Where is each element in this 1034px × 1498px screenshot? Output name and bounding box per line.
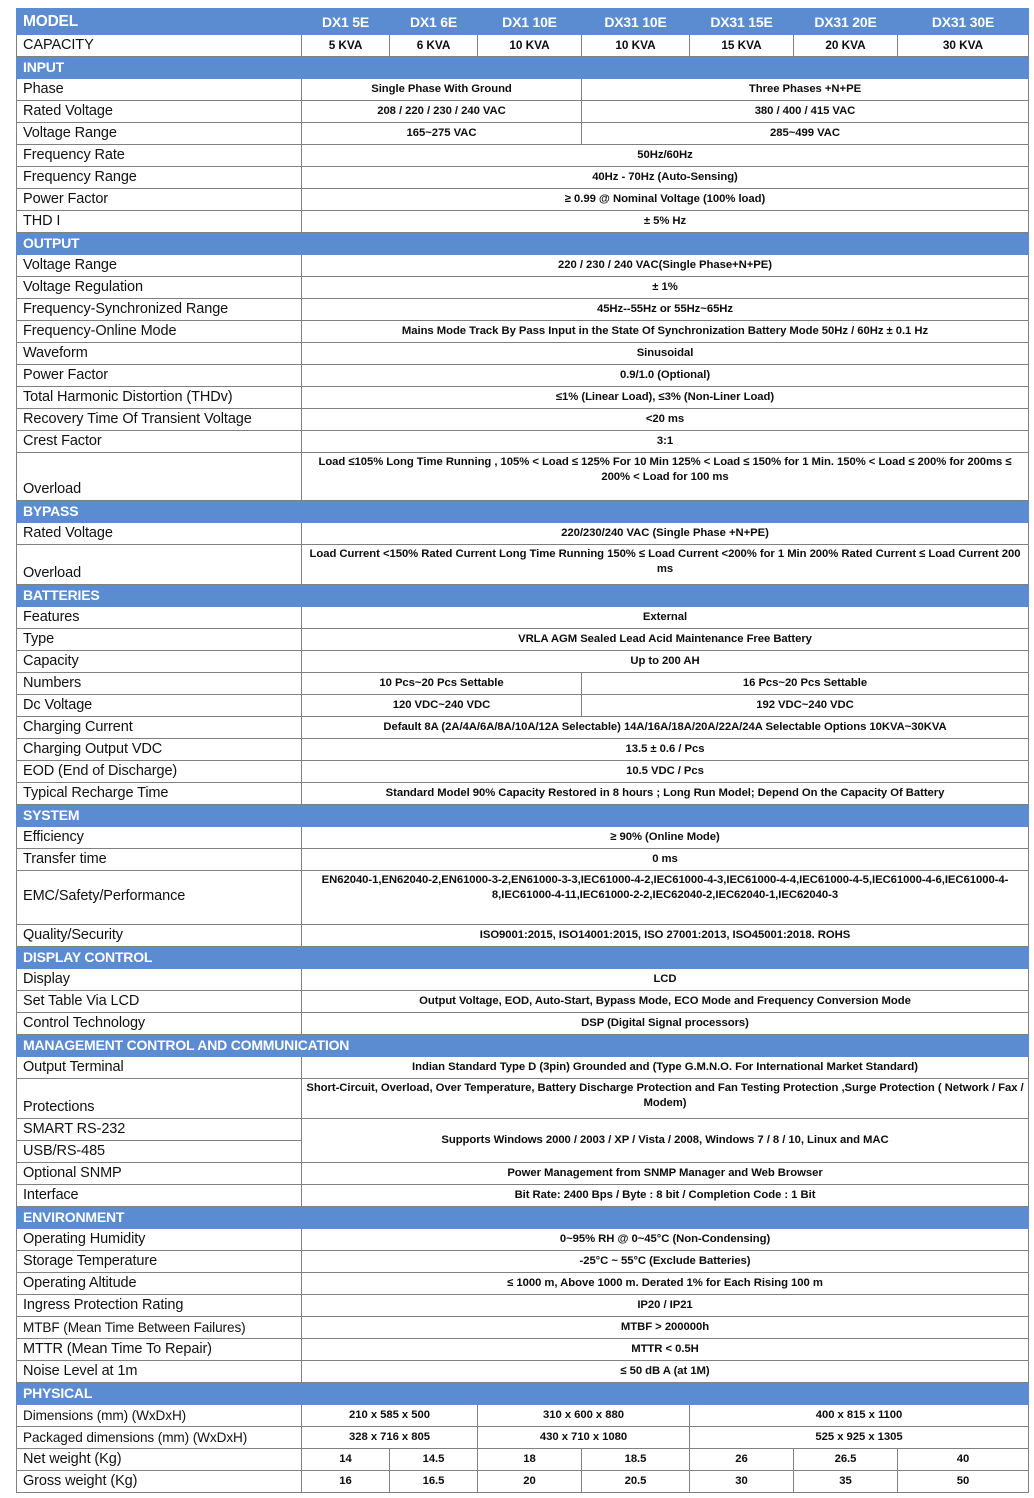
section-title-environment: ENVIRONMENT (17, 1207, 1029, 1229)
label-efficiency: Efficiency (17, 827, 302, 849)
label-battery-type: Type (17, 629, 302, 651)
label-charging-current: Charging Current (17, 717, 302, 739)
value-emc: EN62040-1,EN62040-2,EN61000-3-2,EN61000-3-3,IEC61000-4-2,IEC61000-4-3,IEC61000-4-4,IEC61000-4-5,IEC61000-4-6,IEC61000-4-8,IEC61000-4-11,IEC61000-2-2,IEC62040-2,IEC62040-1,IEC62040-3 (302, 871, 1029, 925)
row-input-rated-voltage (17, 101, 1029, 123)
row-dimensions (17, 1405, 1029, 1427)
value-battery-type: VRLA AGM Sealed Lead Acid Maintenance Free Battery (302, 629, 1029, 651)
row-eod (17, 761, 1029, 783)
label-freq-sync-range: Frequency-Synchronized Range (17, 299, 302, 321)
value-input-voltage-range-three: 285~499 VAC (582, 123, 1029, 145)
label-control-technology: Control Technology (17, 1013, 302, 1035)
label-quality-security: Quality/Security (17, 925, 302, 947)
value-efficiency: ≥ 90% (Online Mode) (302, 827, 1029, 849)
row-mtbf (17, 1317, 1029, 1339)
model-col-3: DX1 10E (478, 9, 582, 35)
ups-specification-table (16, 8, 1029, 1493)
row-charging-output-vdc (17, 739, 1029, 761)
value-dimensions-group-3: 400 x 815 x 1100 (690, 1405, 1029, 1427)
value-rated-voltage-three: 380 / 400 / 415 VAC (582, 101, 1029, 123)
net-weight-5: 26 (690, 1449, 794, 1471)
capacity-7: 30 KVA (898, 35, 1029, 57)
label-bypass-rated-voltage: Rated Voltage (17, 523, 302, 545)
label-bypass-overload: Overload (17, 545, 302, 585)
row-input-thd-i (17, 211, 1029, 233)
section-band-system (17, 805, 1029, 827)
value-transfer-time: 0 ms (302, 849, 1029, 871)
row-output-voltage-range (17, 255, 1029, 277)
row-output-voltage-regulation (17, 277, 1029, 299)
capacity-label: CAPACITY (17, 35, 302, 57)
row-output-thdv (17, 387, 1029, 409)
value-charging-output-vdc: 13.5 ± 0.6 / Pcs (302, 739, 1029, 761)
value-dc-voltage-three: 192 VDC~240 VDC (582, 695, 1029, 717)
value-input-voltage-range-single: 165~275 VAC (302, 123, 582, 145)
label-dc-voltage: Dc Voltage (17, 695, 302, 717)
label-dimensions: Dimensions (mm) (WxDxH) (17, 1405, 302, 1427)
label-input-voltage-range: Voltage Range (17, 123, 302, 145)
gross-weight-2: 16.5 (390, 1471, 478, 1493)
value-set-table-via-lcd: Output Voltage, EOD, Auto-Start, Bypass Mode, ECO Mode and Frequency Conversion Mode (302, 991, 1029, 1013)
row-output-recovery-time (17, 409, 1029, 431)
gross-weight-7: 50 (898, 1471, 1029, 1493)
value-input-power-factor: ≥ 0.99 @ Nominal Voltage (100% load) (302, 189, 1029, 211)
row-battery-features (17, 607, 1029, 629)
label-storage-temperature: Storage Temperature (17, 1251, 302, 1273)
row-input-voltage-range (17, 123, 1029, 145)
row-battery-type (17, 629, 1029, 651)
value-battery-numbers-three: 16 Pcs~20 Pcs Settable (582, 673, 1029, 695)
net-weight-2: 14.5 (390, 1449, 478, 1471)
row-bypass-overload (17, 545, 1029, 585)
value-battery-numbers-single: 10 Pcs~20 Pcs Settable (302, 673, 582, 695)
label-output-terminal: Output Terminal (17, 1057, 302, 1079)
row-ingress-protection (17, 1295, 1029, 1317)
value-waveform: Sinusoidal (302, 343, 1029, 365)
section-title-physical: PHYSICAL (17, 1383, 1029, 1405)
row-set-table-via-lcd (17, 991, 1029, 1013)
model-col-6: DX31 20E (794, 9, 898, 35)
label-set-table-via-lcd: Set Table Via LCD (17, 991, 302, 1013)
section-title-batteries: BATTERIES (17, 585, 1029, 607)
value-output-terminal: Indian Standard Type D (3pin) Grounded and (Type G.M.N.O. For International Market Standard) (302, 1057, 1029, 1079)
row-output-power-factor (17, 365, 1029, 387)
label-charging-output-vdc: Charging Output VDC (17, 739, 302, 761)
label-frequency-rate: Frequency Rate (17, 145, 302, 167)
net-weight-1: 14 (302, 1449, 390, 1471)
row-smart-rs232 (17, 1119, 1029, 1141)
value-output-voltage-range: 220 / 230 / 240 VAC(Single Phase+N+PE) (302, 255, 1029, 277)
value-protections: Short-Circuit, Overload, Over Temperature, Battery Discharge Protection and Fan Testing Protection ,Surge Protection ( Network / Fax / Modem) (302, 1079, 1029, 1119)
row-input-frequency-range (17, 167, 1029, 189)
value-interface: Bit Rate: 2400 Bps / Byte : 8 bit / Completion Code : 1 Bit (302, 1185, 1029, 1207)
row-output-crest-factor (17, 431, 1029, 453)
label-thd-i: THD I (17, 211, 302, 233)
label-battery-capacity: Capacity (17, 651, 302, 673)
section-band-input (17, 57, 1029, 79)
label-rated-voltage: Rated Voltage (17, 101, 302, 123)
value-frequency-rate: 50Hz/60Hz (302, 145, 1029, 167)
model-col-1: DX1 5E (302, 9, 390, 35)
capacity-row (17, 35, 1029, 57)
gross-weight-3: 20 (478, 1471, 582, 1493)
model-col-7: DX31 30E (898, 9, 1029, 35)
row-noise-level (17, 1361, 1029, 1383)
row-output-terminal (17, 1057, 1029, 1079)
row-output-freq-online-mode (17, 321, 1029, 343)
row-charging-current (17, 717, 1029, 739)
value-ingress-protection: IP20 / IP21 (302, 1295, 1029, 1317)
value-freq-online-mode: Mains Mode Track By Pass Input in the State Of Synchronization Battery Mode 50Hz / 60Hz ± 0.1 Hz (302, 321, 1029, 343)
value-thd-i: ± 5% Hz (302, 211, 1029, 233)
label-typical-recharge-time: Typical Recharge Time (17, 783, 302, 805)
value-packaged-group-2: 430 x 710 x 1080 (478, 1427, 690, 1449)
row-battery-dc-voltage (17, 695, 1029, 717)
label-operating-altitude: Operating Altitude (17, 1273, 302, 1295)
label-operating-humidity: Operating Humidity (17, 1229, 302, 1251)
model-col-2: DX1 6E (390, 9, 478, 35)
row-transfer-time (17, 849, 1029, 871)
label-net-weight: Net weight (Kg) (17, 1449, 302, 1471)
row-operating-humidity (17, 1229, 1029, 1251)
value-bypass-overload: Load Current <150% Rated Current Long Time Running 150% ≤ Load Current <200% for 1 Min 200% Rated Current ≤ Load Current 200 ms (302, 545, 1029, 585)
label-ingress-protection: Ingress Protection Rating (17, 1295, 302, 1317)
row-input-power-factor (17, 189, 1029, 211)
row-battery-capacity (17, 651, 1029, 673)
row-typical-recharge-time (17, 783, 1029, 805)
label-freq-online-mode: Frequency-Online Mode (17, 321, 302, 343)
section-title-management: MANAGEMENT CONTROL AND COMMUNICATION (17, 1035, 1029, 1057)
row-protections (17, 1079, 1029, 1119)
row-output-freq-sync-range (17, 299, 1029, 321)
value-charging-current: Default 8A (2A/4A/6A/8A/10A/12A Selectable) 14A/16A/18A/20A/22A/24A Selectable Options 10KVA~30KVA (302, 717, 1029, 739)
label-recovery-time: Recovery Time Of Transient Voltage (17, 409, 302, 431)
row-input-phase (17, 79, 1029, 101)
capacity-2: 6 KVA (390, 35, 478, 57)
section-title-output: OUTPUT (17, 233, 1029, 255)
label-interface: Interface (17, 1185, 302, 1207)
value-mttr: MTTR < 0.5H (302, 1339, 1029, 1361)
value-battery-capacity: Up to 200 AH (302, 651, 1029, 673)
model-col-4: DX31 10E (582, 9, 690, 35)
capacity-1: 5 KVA (302, 35, 390, 57)
label-display: Display (17, 969, 302, 991)
row-emc (17, 871, 1029, 925)
row-bypass-rated-voltage (17, 523, 1029, 545)
row-battery-numbers (17, 673, 1029, 695)
value-display: LCD (302, 969, 1029, 991)
value-mtbf: MTBF > 200000h (302, 1317, 1029, 1339)
capacity-5: 15 KVA (690, 35, 794, 57)
value-dimensions-group-1: 210 x 585 x 500 (302, 1405, 478, 1427)
label-battery-features: Features (17, 607, 302, 629)
label-transfer-time: Transfer time (17, 849, 302, 871)
gross-weight-1: 16 (302, 1471, 390, 1493)
section-band-bypass (17, 501, 1029, 523)
section-band-batteries (17, 585, 1029, 607)
label-mttr: MTTR (Mean Time To Repair) (17, 1339, 302, 1361)
label-voltage-regulation: Voltage Regulation (17, 277, 302, 299)
value-frequency-range: 40Hz - 70Hz (Auto-Sensing) (302, 167, 1029, 189)
row-optional-snmp (17, 1163, 1029, 1185)
label-input-power-factor: Power Factor (17, 189, 302, 211)
value-storage-temperature: -25°C ~ 55°C (Exclude Batteries) (302, 1251, 1029, 1273)
value-thdv: ≤1% (Linear Load), ≤3% (Non-Liner Load) (302, 387, 1029, 409)
value-voltage-regulation: ± 1% (302, 277, 1029, 299)
model-label: MODEL (17, 9, 302, 35)
row-quality-security (17, 925, 1029, 947)
row-output-overload (17, 453, 1029, 501)
label-protections: Protections (17, 1079, 302, 1119)
label-usb-rs485: USB/RS-485 (17, 1141, 302, 1163)
value-packaged-group-1: 328 x 716 x 805 (302, 1427, 478, 1449)
row-mttr (17, 1339, 1029, 1361)
section-band-management (17, 1035, 1029, 1057)
label-smart-rs232: SMART RS-232 (17, 1119, 302, 1141)
value-crest-factor: 3:1 (302, 431, 1029, 453)
value-bypass-rated-voltage: 220/230/240 VAC (Single Phase +N+PE) (302, 523, 1029, 545)
section-band-physical (17, 1383, 1029, 1405)
value-noise-level: ≤ 50 dB A (at 1M) (302, 1361, 1029, 1383)
value-eod: 10.5 VDC / Pcs (302, 761, 1029, 783)
row-display (17, 969, 1029, 991)
net-weight-7: 40 (898, 1449, 1029, 1471)
section-title-input: INPUT (17, 57, 1029, 79)
gross-weight-4: 20.5 (582, 1471, 690, 1493)
value-dimensions-group-2: 310 x 600 x 880 (478, 1405, 690, 1427)
label-output-power-factor: Power Factor (17, 365, 302, 387)
label-gross-weight: Gross weight (Kg) (17, 1471, 302, 1493)
value-battery-features: External (302, 607, 1029, 629)
value-recovery-time: <20 ms (302, 409, 1029, 431)
value-phase-single: Single Phase With Ground (302, 79, 582, 101)
section-band-environment (17, 1207, 1029, 1229)
value-operating-altitude: ≤ 1000 m, Above 1000 m. Derated 1% for Each Rising 100 m (302, 1273, 1029, 1295)
capacity-6: 20 KVA (794, 35, 898, 57)
value-output-overload: Load ≤105% Long Time Running , 105% < Load ≤ 125% For 10 Min 125% < Load ≤ 150% for 1 Min. 150% < Load ≤ 200% for 200ms ≤ 200% < Load for 100 ms (302, 453, 1029, 501)
section-band-display-control (17, 947, 1029, 969)
gross-weight-6: 35 (794, 1471, 898, 1493)
value-dc-voltage-single: 120 VDC~240 VDC (302, 695, 582, 717)
value-operating-humidity: 0~95% RH @ 0~45°C (Non-Condensing) (302, 1229, 1029, 1251)
label-output-overload: Overload (17, 453, 302, 501)
capacity-4: 10 KVA (582, 35, 690, 57)
value-packaged-group-3: 525 x 925 x 1305 (690, 1427, 1029, 1449)
row-storage-temperature (17, 1251, 1029, 1273)
value-control-technology: DSP (Digital Signal processors) (302, 1013, 1029, 1035)
row-interface (17, 1185, 1029, 1207)
row-efficiency (17, 827, 1029, 849)
row-packaged-dimensions (17, 1427, 1029, 1449)
net-weight-6: 26.5 (794, 1449, 898, 1471)
label-thdv: Total Harmonic Distortion (THDv) (17, 387, 302, 409)
label-phase: Phase (17, 79, 302, 101)
label-eod: EOD (End of Discharge) (17, 761, 302, 783)
label-battery-numbers: Numbers (17, 673, 302, 695)
label-mtbf: MTBF (Mean Time Between Failures) (17, 1317, 302, 1339)
capacity-3: 10 KVA (478, 35, 582, 57)
value-phase-three: Three Phases +N+PE (582, 79, 1029, 101)
section-title-display-control: DISPLAY CONTROL (17, 947, 1029, 969)
model-col-5: DX31 15E (690, 9, 794, 35)
label-frequency-range: Frequency Range (17, 167, 302, 189)
value-rated-voltage-single: 208 / 220 / 230 / 240 VAC (302, 101, 582, 123)
value-typical-recharge-time: Standard Model 90% Capacity Restored in 8 hours ; Long Run Model; Depend On the Capacity Of Battery (302, 783, 1029, 805)
gross-weight-5: 30 (690, 1471, 794, 1493)
section-band-output (17, 233, 1029, 255)
label-noise-level: Noise Level at 1m (17, 1361, 302, 1383)
row-control-technology (17, 1013, 1029, 1035)
section-title-bypass: BYPASS (17, 501, 1029, 523)
row-operating-altitude (17, 1273, 1029, 1295)
label-crest-factor: Crest Factor (17, 431, 302, 453)
label-waveform: Waveform (17, 343, 302, 365)
section-title-system: SYSTEM (17, 805, 1029, 827)
net-weight-4: 18.5 (582, 1449, 690, 1471)
row-net-weight (17, 1449, 1029, 1471)
label-output-voltage-range: Voltage Range (17, 255, 302, 277)
value-quality-security: ISO9001:2015, ISO14001:2015, ISO 27001:2013, ISO45001:2018. ROHS (302, 925, 1029, 947)
label-packaged-dimensions: Packaged dimensions (mm) (WxDxH) (17, 1427, 302, 1449)
row-input-frequency-rate (17, 145, 1029, 167)
net-weight-3: 18 (478, 1449, 582, 1471)
label-optional-snmp: Optional SNMP (17, 1163, 302, 1185)
label-emc: EMC/Safety/Performance (17, 871, 302, 925)
row-output-waveform (17, 343, 1029, 365)
value-optional-snmp: Power Management from SNMP Manager and Web Browser (302, 1163, 1029, 1185)
model-header-row (17, 9, 1029, 35)
value-output-power-factor: 0.9/1.0 (Optional) (302, 365, 1029, 387)
row-gross-weight (17, 1471, 1029, 1493)
value-windows-support: Supports Windows 2000 / 2003 / XP / Vista / 2008, Windows 7 / 8 / 10, Linux and MAC (302, 1119, 1029, 1163)
value-freq-sync-range: 45Hz--55Hz or 55Hz~65Hz (302, 299, 1029, 321)
